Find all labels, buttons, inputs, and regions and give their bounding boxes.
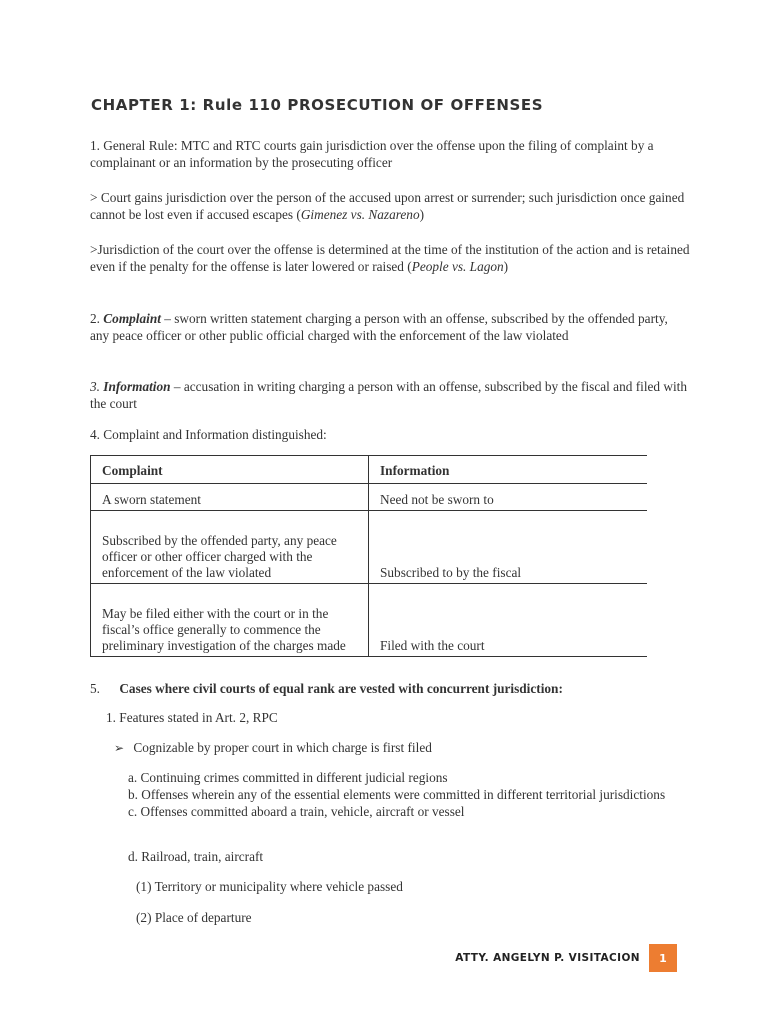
table-row (91, 484, 647, 511)
sub-item-c: c. Offenses committed aboard a train, vehicle, aircraft or vessel (128, 804, 465, 819)
comparison-table (90, 455, 647, 657)
chapter-heading: CHAPTER 1: Rule 110 PROSECUTION OF OFFENSES (91, 96, 544, 114)
table-row (91, 511, 647, 584)
jurisdiction-person-paragraph (90, 189, 690, 223)
general-rule-paragraph (90, 137, 690, 171)
case-citation: People vs. Lagon (411, 259, 504, 274)
item-number: 5. (90, 681, 100, 696)
information-term: Information (103, 379, 171, 394)
paren-close: ) (419, 207, 425, 222)
general-rule-text: 1. General Rule: MTC and RTC courts gain jurisdiction over the offense upon the filing of complaint by a complainant or an information by the prosecuting officer (90, 138, 654, 170)
sub-sub-item-2: (2) Place of departure (136, 910, 252, 925)
item-number: 3. (90, 379, 104, 394)
sub-item-d: d. Railroad, train, aircraft (128, 849, 264, 864)
complaint-definition-text: – sworn written statement charging a person with an offense, subscribed by the offended party, any peace officer or other public official charged with the enforcement of the law violated (90, 311, 668, 343)
features-list-item: 1. Features stated in Art. 2, RPC (106, 710, 278, 725)
jurisdiction-offense-paragraph (90, 241, 690, 275)
table-header-complaint: Complaint (91, 456, 369, 484)
case-citation: Gimenez vs. Nazareno (300, 207, 420, 222)
table-cell: May be filed either with the court or in the fiscal’s office generally to commence the preliminary investigation of the charges made (91, 584, 369, 657)
table-cell: Filed with the court (369, 584, 647, 657)
sub-items-block (128, 769, 668, 820)
sub-item-b: b. Offenses wherein any of the essential elements were committed in different territorial jurisdictions (128, 787, 666, 802)
complaint-definition (90, 310, 690, 344)
information-definition (90, 378, 690, 412)
footer-author: ATTY. ANGELYN P. VISITACION (455, 952, 640, 964)
item-number: 2. (90, 311, 104, 326)
table-cell: Subscribed by the offended party, any peace officer or other officer charged with the enforcement of the law violated (91, 511, 369, 584)
jurisdiction-person-text: > Court gains jurisdiction over the person of the accused upon arrest or surrender; such jurisdiction once gained cannot be lost even if accused escapes ( (90, 190, 685, 222)
page-number-badge: 1 (649, 944, 677, 972)
table-cell: Need not be sworn to (369, 484, 647, 511)
arrow-bullet-icon: ➢ (114, 741, 125, 755)
concurrent-jurisdiction-heading (90, 680, 690, 697)
information-definition-text: – accusation in writing charging a person with an offense, subscribed by the fiscal and filed with the court (90, 379, 688, 411)
complaint-term: Complaint (103, 311, 161, 326)
sub-sub-item-1: (1) Territory or municipality where vehicle passed (136, 879, 403, 894)
concurrent-jurisdiction-text: Cases where civil courts of equal rank are vested with concurrent jurisdiction: (119, 681, 563, 696)
bullet-item (114, 739, 432, 757)
distinguished-heading: 4. Complaint and Information distinguished: (90, 427, 327, 442)
table-cell: A sworn statement (91, 484, 369, 511)
bullet-text: Cognizable by proper court in which charge is first filed (133, 740, 432, 755)
table-row (91, 584, 647, 657)
table-header-row (91, 456, 647, 484)
table-header-information: Information (369, 456, 647, 484)
paren-close: ) (503, 259, 509, 274)
jurisdiction-offense-text: >Jurisdiction of the court over the offense is determined at the time of the institution of the action and is retained even if the penalty for the offense is later lowered or raised ( (90, 242, 690, 274)
table-cell: Subscribed to by the fiscal (369, 511, 647, 584)
sub-item-a: a. Continuing crimes committed in different judicial regions (128, 770, 448, 785)
